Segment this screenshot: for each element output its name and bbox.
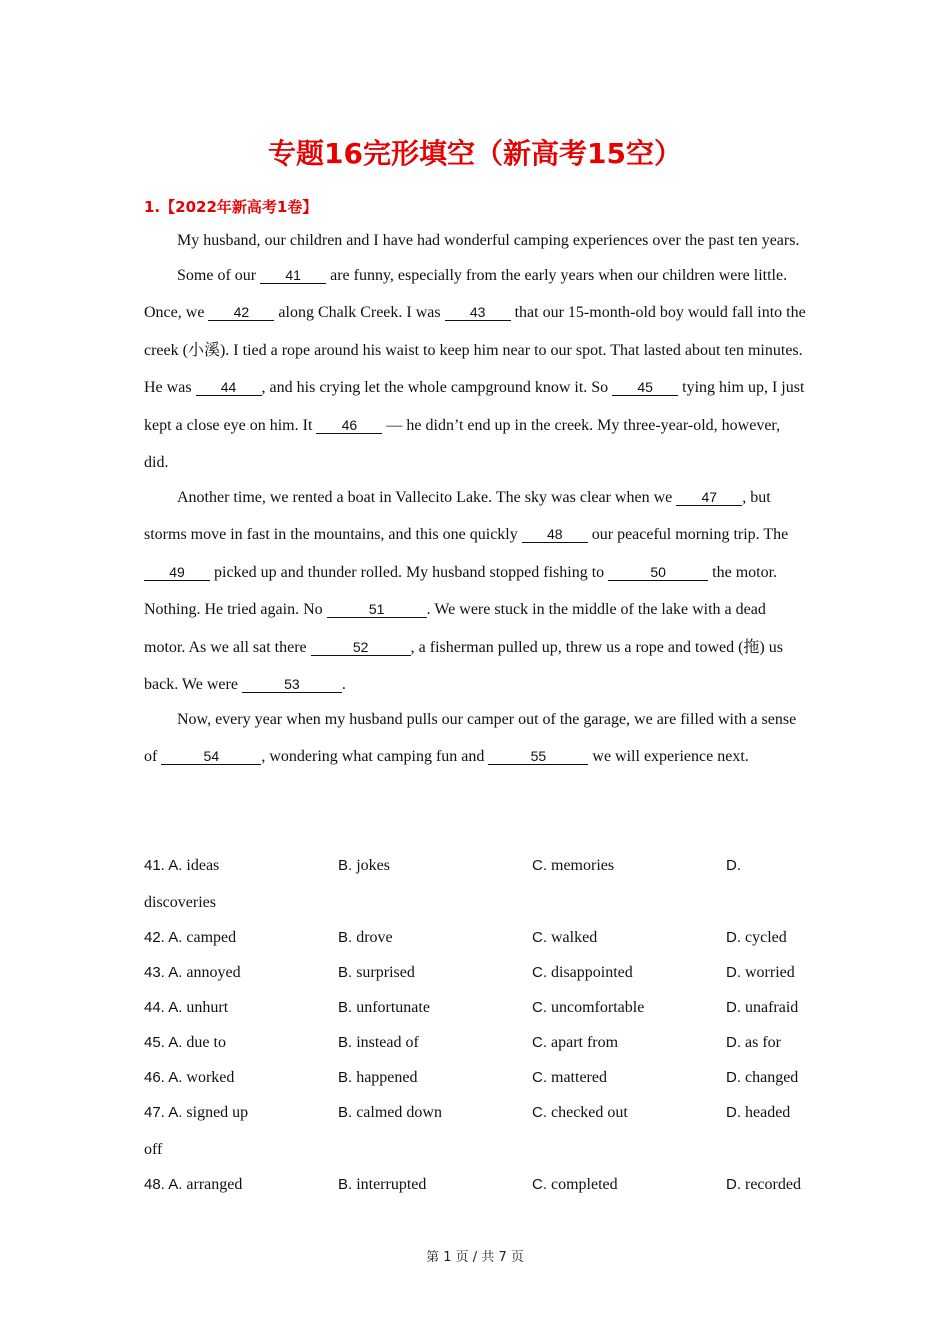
text: we will experience next. [588, 748, 749, 765]
question-42 [144, 920, 824, 955]
option-d-label: D. [726, 857, 741, 874]
option-c: C. uncomfortable [532, 999, 645, 1016]
option-b: B. unfortunate [338, 999, 430, 1016]
option-b: B. drove [338, 929, 393, 946]
text: Some of our [177, 266, 261, 284]
option-d: D. headed [726, 1104, 791, 1121]
question-43 [144, 955, 824, 990]
paragraph-3 [144, 479, 808, 704]
option-b: B. instead of [338, 1034, 419, 1051]
blank-54: 54 [161, 748, 261, 765]
question-47 [144, 1095, 824, 1167]
blank-51: 51 [327, 601, 427, 618]
text: , wondering what camping fun and [261, 748, 489, 765]
text: , but storms move in fast in the mountains, and this one quickly [144, 488, 771, 543]
question-46 [144, 1060, 824, 1095]
text: — he didn’t end up in the creek. My three-year-old, however, did. [144, 416, 781, 471]
text: Now, every year when my husband pulls our camper out of the garage, we are filled with a sense of [144, 710, 797, 765]
option-d: D. recorded [726, 1176, 801, 1193]
option-b: B. happened [338, 1069, 418, 1086]
paragraph-4 [144, 701, 808, 776]
blank-42: 42 [208, 304, 274, 321]
option-d: D. unafraid [726, 999, 799, 1016]
blank-53: 53 [242, 676, 342, 693]
option-c: C. completed [532, 1176, 618, 1193]
text: Another time, we rented a boat in Vallecito Lake. The sky was clear when we [177, 488, 677, 506]
options-list [144, 848, 824, 1202]
option-c: C. mattered [532, 1069, 607, 1086]
blank-43: 43 [445, 304, 511, 321]
option-b: B. surprised [338, 964, 415, 981]
blank-52: 52 [311, 639, 411, 656]
blank-41: 41 [260, 267, 326, 284]
option-a: 43. A. annoyed [144, 964, 241, 981]
question-44 [144, 990, 824, 1025]
option-a-wrap: off [144, 1141, 163, 1158]
option-a: 45. A. due to [144, 1034, 226, 1051]
text: . We were stuck in the middle of the lake with a dead motor. As we all sat there [144, 601, 766, 656]
text: . [341, 676, 346, 693]
option-b: B. calmed down [338, 1104, 442, 1121]
blank-49: 49 [144, 564, 210, 581]
blank-47: 47 [676, 489, 742, 506]
blank-46: 46 [316, 417, 382, 434]
question-48 [144, 1167, 824, 1202]
paragraph-2 [144, 257, 808, 482]
paragraph-1: My husband, our children and I have had wonderful camping experiences over the past ten years. [177, 232, 800, 249]
option-a: 41. A. ideas [144, 857, 220, 874]
text: that our 15-month-old boy would fall into the creek (小溪). I tied a rope around his waist to keep him near to our spot. That lasted about ten minutes. He was [144, 304, 806, 396]
text: , a fisherman pulled up, threw us a rope and towed (拖) us back. We were [144, 638, 783, 693]
blank-50: 50 [608, 564, 708, 581]
option-a: 47. A. signed up [144, 1104, 249, 1121]
option-c: C. memories [532, 857, 615, 874]
option-b: B. interrupted [338, 1176, 427, 1193]
option-d: D. worried [726, 964, 795, 981]
text: the motor. Nothing. He tried again. No [144, 563, 778, 618]
blank-55: 55 [488, 748, 588, 765]
blank-44: 44 [196, 379, 262, 396]
option-c: C. disappointed [532, 964, 633, 981]
option-c: C. checked out [532, 1104, 628, 1121]
option-a: 48. A. arranged [144, 1176, 243, 1193]
option-a: 44. A. unhurt [144, 999, 229, 1016]
text: our peaceful morning trip. The [587, 526, 789, 543]
question-41 [144, 848, 824, 920]
text: picked up and thunder rolled. My husband stopped fishing to [210, 563, 609, 581]
text: are funny, especially from the early years when our children were little. Once, we [144, 266, 788, 321]
text: , and his crying let the whole campground know it. So [261, 379, 613, 396]
blank-48: 48 [522, 526, 588, 543]
passage [144, 222, 808, 776]
text: along Chalk Creek. I was [274, 304, 445, 321]
question-45 [144, 1025, 824, 1060]
option-c: C. apart from [532, 1034, 619, 1051]
blank-45: 45 [612, 379, 678, 396]
section-heading: 1.【2022年新高考1卷】 [144, 198, 318, 216]
option-d: D. cycled [726, 929, 787, 946]
option-a: 42. A. camped [144, 929, 237, 946]
option-c: C. walked [532, 929, 598, 946]
option-b: B. jokes [338, 857, 390, 874]
text: tying him up, I just kept a close eye on him. It [144, 379, 805, 434]
option-d-text: discoveries [144, 894, 216, 911]
option-a: 46. A. worked [144, 1069, 235, 1086]
page-footer: 第 1 页 / 共 7 页 [426, 1250, 524, 1265]
option-d: D. changed [726, 1069, 799, 1086]
page-title: 专题16完形填空（新高考15空） [268, 137, 682, 170]
option-d: D. as for [726, 1034, 781, 1051]
